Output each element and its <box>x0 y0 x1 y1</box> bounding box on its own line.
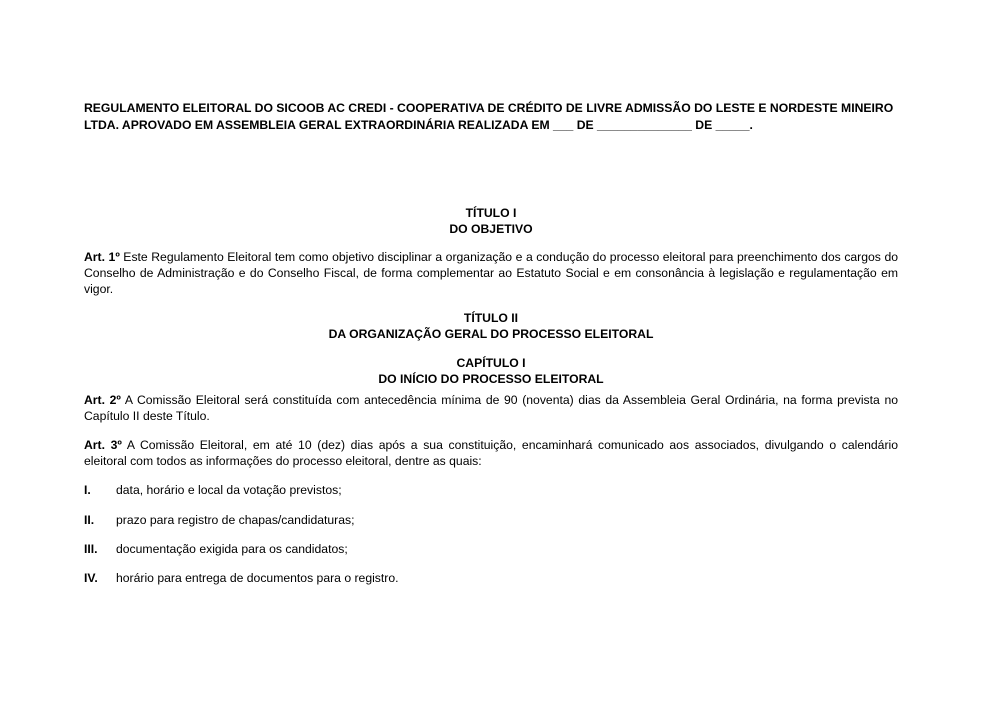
document-header-title: REGULAMENTO ELEITORAL DO SICOOB AC CREDI - COOPERATIVA DE CRÉDITO DE LIVRE ADMISSÃO DO LESTE E NORDESTE MINEIRO LTDA. APROVADO EM ASSEMBLEIA GERAL EXTRAORDINÁRIA REALIZADA EM ___ DE ______________ DE _____. <box>84 101 894 132</box>
capitulo-i-name: DO INÍCIO DO PROCESSO ELEITORAL <box>378 372 604 386</box>
list-item-text: prazo para registro de chapas/candidaturas; <box>116 513 355 527</box>
article-1 <box>84 249 898 297</box>
article-2 <box>84 392 898 424</box>
article-1-label: Art. 1º <box>84 250 120 264</box>
capitulo-i-heading <box>84 355 898 387</box>
article-2-text: A Comissão Eleitoral será constituída com antecedência mínima de 90 (noventa) dias da Assembleia Geral Ordinária, na forma prevista no Capítulo II deste Título. <box>84 393 898 423</box>
list-item-text: horário para entrega de documentos para o registro. <box>116 571 399 585</box>
article-3-label: Art. 3º <box>84 438 122 452</box>
list-item-number: IV. <box>84 571 98 585</box>
capitulo-i-label: CAPÍTULO I <box>456 356 526 370</box>
titulo-i-label: TÍTULO I <box>465 206 517 220</box>
titulo-ii-name: DA ORGANIZAÇÃO GERAL DO PROCESSO ELEITORAL <box>328 327 654 341</box>
titulo-i-heading <box>84 205 898 237</box>
list-item-text: data, horário e local da votação previstos; <box>116 483 342 497</box>
article-1-text: Este Regulamento Eleitoral tem como objetivo disciplinar a organização e a condução do processo eleitoral para preenchimento dos cargos do Conselho de Administração e do Conselho Fiscal, de forma complementar ao Estatuto Social e em consonância à legislação e regulamentação em vigor. <box>84 250 898 296</box>
titulo-i-name: DO OBJETIVO <box>449 222 533 236</box>
article-3-text: A Comissão Eleitoral, em até 10 (dez) dias após a sua constituição, encaminhará comunicado aos associados, divulgando o calendário eleitoral com todos as informações do processo eleitoral, dentre as quais: <box>84 438 898 468</box>
article-3 <box>84 437 898 469</box>
list-item-number: II. <box>84 513 95 527</box>
list-item-number: III. <box>84 542 98 556</box>
article-2-label: Art. 2º <box>84 393 121 407</box>
list-item-text: documentação exigida para os candidatos; <box>116 542 348 556</box>
titulo-ii-label: TÍTULO II <box>463 311 519 325</box>
list-item-number: I. <box>84 483 91 497</box>
titulo-ii-heading <box>84 310 898 342</box>
